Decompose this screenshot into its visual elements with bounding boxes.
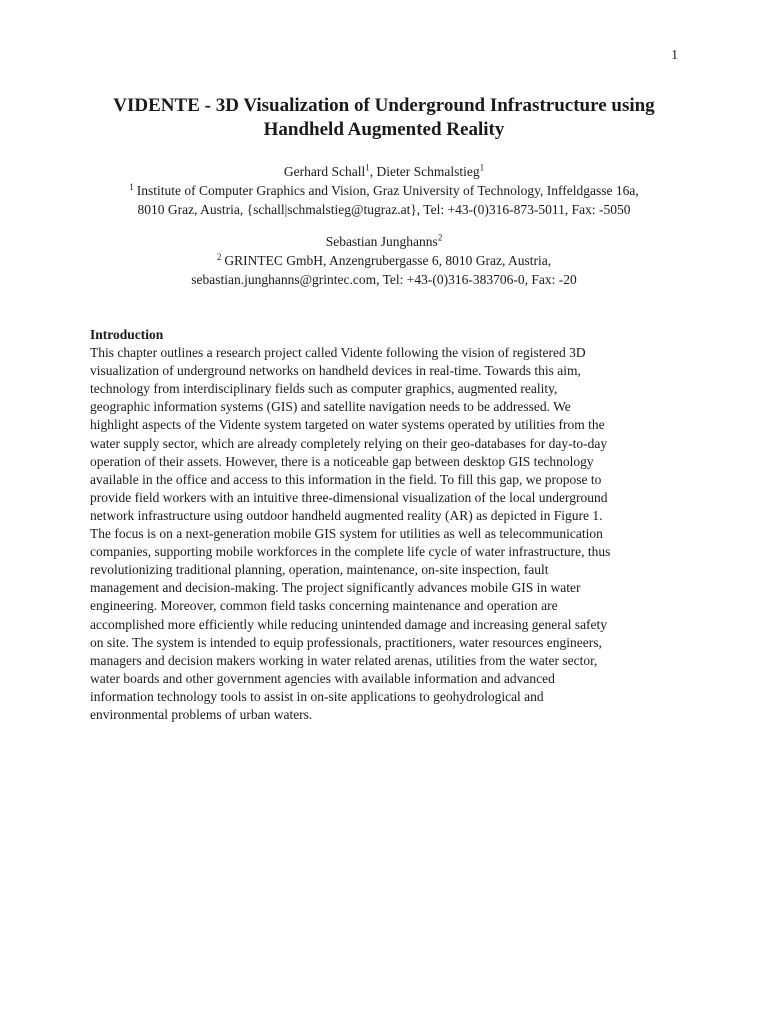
author-separator: , [369,164,377,179]
paragraph-line: management and decision-making. The project significantly advances mobile GIS in water [90,580,581,596]
affiliation-line: sebastian.junghanns@grintec.com, Tel: +43-(0)316-383706-0, Fax: -20 [191,272,577,287]
affiliation-text: Institute of Computer Graphics and Vision, Graz University of Technology, Inffeldgasse 16a, [136,182,639,198]
paragraph-line: revolutionizing traditional planning, operation, maintenance, on-site inspection, fault [90,562,549,578]
author-name: Sebastian Junghanns [325,234,438,249]
title-line-1: VIDENTE - 3D Visualization of Underground Infrastructure using [113,95,655,116]
paragraph-line: geographic information systems (GIS) and satellite navigation needs to be addressed. We [90,399,571,415]
paragraph-line: managers and decision makers working in water related arenas, utilities from the water sector, [90,652,598,668]
author-superscript: 1 [479,162,485,173]
paragraph-line: environmental problems of urban waters. [90,706,313,722]
paper-title [60,94,708,142]
page-number: 1 [671,47,678,62]
author-group-2 [60,233,708,290]
affiliation-superscript: 1 [129,181,134,192]
paragraph-line: This chapter outlines a research project called Vidente following the vision of registered 3D [90,345,586,361]
paragraph-line: highlight aspects of the Vidente system targeted on water systems operated by utilities from the [90,417,605,433]
paragraph-line: operation of their assets. However, there is a noticeable gap between desktop GIS technology [90,453,594,469]
paragraph-line: provide field workers with an intuitive three-dimensional visualization of the local underground [90,489,608,505]
author-name: Dieter Schmalstieg [376,164,480,179]
title-line-2: Handheld Augmented Reality [263,119,505,140]
paragraph-line: visualization of underground networks on handheld devices in real-time. Towards this aim, [90,363,581,379]
introduction-section [90,326,690,724]
affiliation-line [60,252,708,272]
affiliation-line: 8010 Graz, Austria, {schall|schmalstieg@tugraz.at}, Tel: +43-(0)316-873-5011, Fax: -5050 [137,202,631,217]
author-name: Gerhard Schall [283,164,366,179]
author-superscript: 1 [365,162,370,173]
paragraph-line: network infrastructure using outdoor handheld augmented reality (AR) as depicted in Figure 1. [90,507,603,523]
author-superscript: 2 [437,232,443,243]
affiliation-superscript: 2 [216,251,222,262]
affiliation-text: GRINTEC GmbH, Anzengrubergasse 6, 8010 Graz, Austria, [224,252,552,268]
paragraph-line: The focus is on a next-generation mobile GIS system for utilities as well as telecommunication [90,526,603,542]
introduction-paragraph [90,344,690,724]
author-names-2 [60,233,708,252]
paragraph-line: water boards and other government agencies with available information and advanced [90,670,555,686]
paragraph-line: companies, supporting mobile workforces in the complete life cycle of water infrastructure, thus [90,544,611,560]
paragraph-line: accomplished more efficiently while reducing unintended damage and increasing general safety [90,616,608,632]
paragraph-line: on site. The system is intended to equip professionals, practitioners, water resources engineers, [90,634,602,650]
paragraph-line: engineering. Moreover, common field tasks concerning maintenance and operation are [90,598,558,614]
author-group-1 [60,163,708,220]
affiliation-line [60,182,708,202]
section-heading: Introduction [90,327,164,342]
paragraph-line: technology from interdisciplinary fields such as computer graphics, augmented reality, [90,381,558,397]
paragraph-line: available in the office and access to this information in the field. To fill this gap, we propose to [90,471,602,487]
author-names-1 [60,163,708,182]
paragraph-line: water supply sector, which are already completely relying on their geo-databases for day-to-day [90,435,608,451]
paragraph-line: information technology tools to assist in on-site applications to geohydrological and [90,688,544,704]
